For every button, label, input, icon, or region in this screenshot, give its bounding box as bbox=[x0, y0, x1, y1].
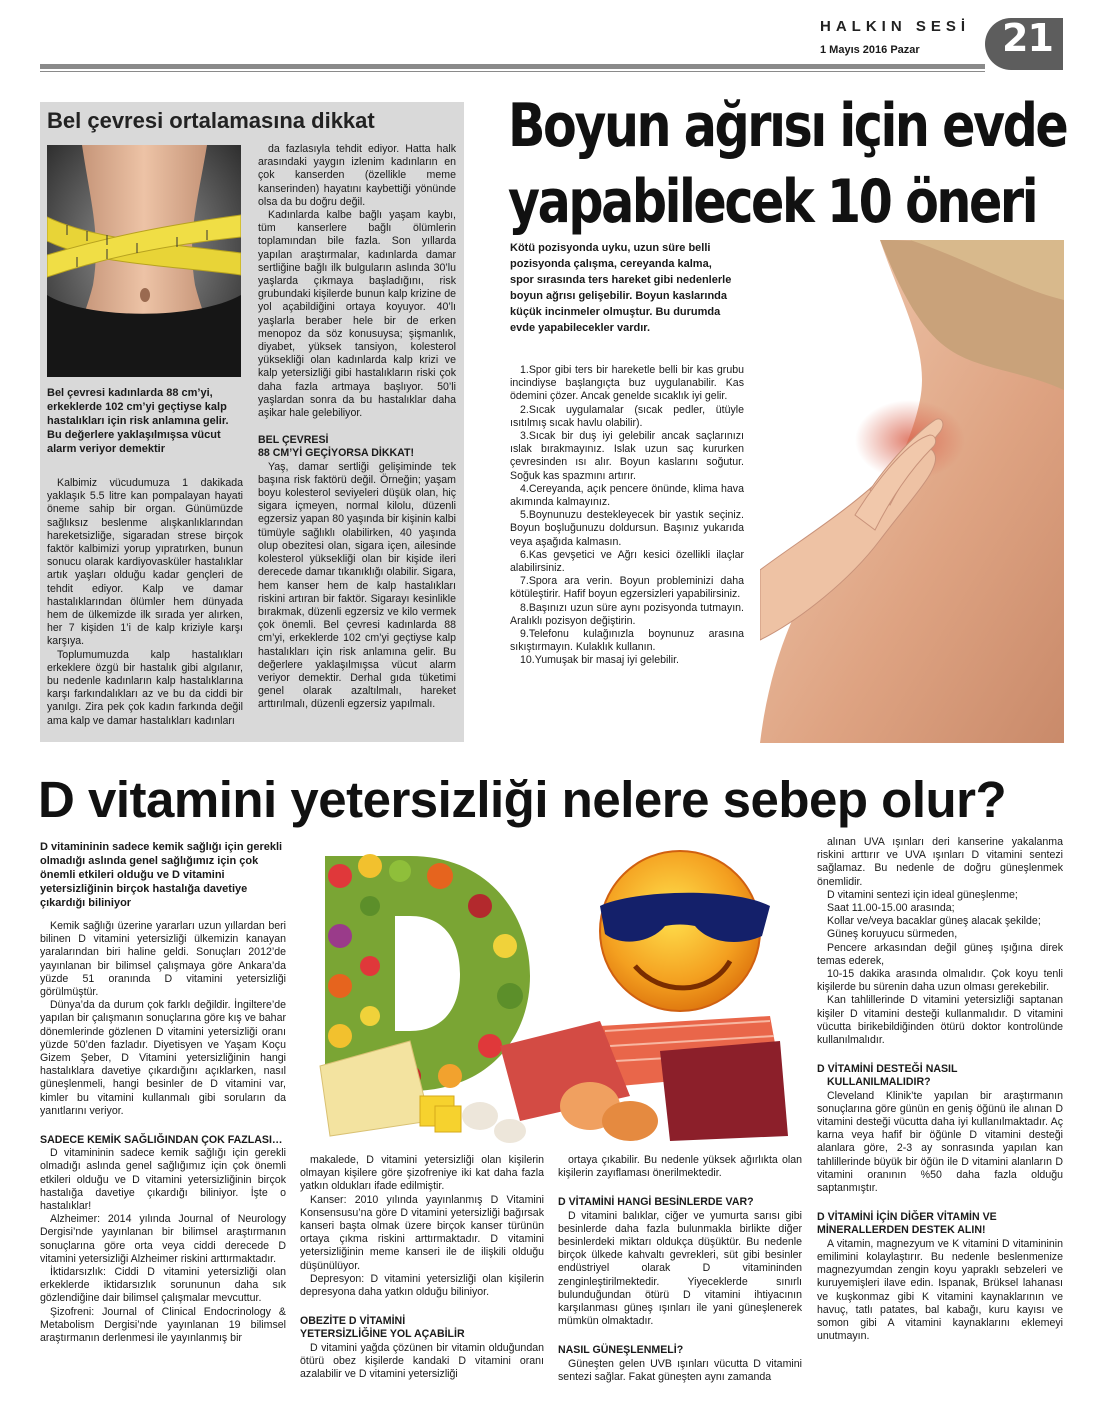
boyun-article-title bbox=[508, 88, 1067, 240]
boyun-title-line2: yapabilecek 10 öneri bbox=[508, 167, 1037, 237]
paragraph: ortaya çıkabilir. Bu nedenle yüksek ağırlıkta olan kişilerin zayıflaması önerilmektedir. bbox=[558, 1154, 802, 1180]
boyun-article-list bbox=[510, 364, 744, 668]
paragraph: D vitamininin sadece kemik sağlığı için gerekli olmadığı aslında genel sağlığımız için çok önemli etkileri olduğu ve D vitamini yetersizliğinin birçok hastalığa davetiye çıkardığı biliniyor. İşte o hastalıklar! bbox=[40, 1147, 286, 1213]
bel-subhead-line2: 88 CM’Yİ GEÇİYORSA DİKKAT! bbox=[258, 447, 414, 460]
list-item: 9.Telefonu kulağınızla boynunuz arasına sıkıştırmayın. Kulaklık kullanın. bbox=[510, 628, 744, 654]
header-rule bbox=[40, 64, 985, 69]
dvit-article-title: D vitamini yetersizliği nelere sebep olur? bbox=[38, 771, 1007, 828]
dvit-col4 bbox=[817, 836, 1063, 1343]
list-item: 8.Başınızı uzun süre aynı pozisyonda tutmayın. Aralıklı pozisyon değiştirin. bbox=[510, 601, 744, 627]
vitamin-d-foods-sun-illustration bbox=[300, 836, 792, 1146]
bel-subhead-line1: BEL ÇEVRESİ bbox=[258, 434, 329, 447]
paragraph: Depresyon: D vitamini yetersizliği olan kişilerin depresyona daha yatkın olduğu biliniyor. bbox=[300, 1272, 544, 1299]
list-item: 4.Cereyanda, açık pencere önünde, klima hava akımında kalmayınız. bbox=[510, 482, 744, 509]
paragraph: Alzheimer: 2014 yılında Journal of Neurology Dergisi’nde yayınlanan bir bilimsel araştırmanın sonuçlarına göre orta veya ciddi derecede D vitamini yetersizliği Alzheimer riskini arttırmaktadır. bbox=[40, 1213, 286, 1265]
paragraph: Cleveland Klinik’te yapılan bir araştırmanın sonuçlarına göre günün en geniş öğünü ile alınan D vitamini desteği vücutta daha iyi kullanılmaktadır. Aç karna veya hafif bir öğünle D vitamini desteği alanlara göre, 2-3 ay sonrasında yapılan kan tahlillerinde büyük bir öğün ile D vitamini alanların D vitamini oranının %50 daha fazla olduğu saptanmıştır. bbox=[817, 1089, 1063, 1195]
paragraph: Dünya’da da durum çok farklı değildir. İngiltere’de yapılan bir çalışmanın sonuçlarına göre kış ve bahar dönemlerinde gözlenen D vitamini yetersizliği oranı yüzde 50’den fazladır. Diyetisyen ve Yaşam Koçu Gizem Şeber, D Vitamini yetersizliğinin hangi hastalıklara davetiye çıkardığını açıklarken, nasıl güneşlenmeli, hangi besinler de D vitamini var, kimler bu vitamini kullanmalı gibi soruların da yanıtlarını veriyor. bbox=[40, 999, 286, 1117]
list-item: 1.Spor gibi ters bir hareketle belli bir kas grubu incindiyse başlangıçta buz uygulanabilir. Kas ödemini çözer. Ancak genelde sıcaklık iyi gelir. bbox=[510, 364, 744, 403]
paragraph: D vitamini balıklar, ciğer ve yumurta sarısı gibi besinlerde daha fazla bulunmakla birlikte diğer besinlerdeki miktarı oldukça düşüktür. Bu nedenle birçok ülkede kahvaltı gevrekleri, süt gibi besinler endüstriyel olarak D vitamininden zenginleştirilmektedir. Yiyeceklerde sınırlı bulunduğundan ötürü D vitamini ihtiyacının karşılanması güneş ışınları ile yani güneşlenerek mümkün olmaktadır. bbox=[558, 1209, 802, 1328]
list-item: 6.Kas gevşetici ve Ağrı kesici özellikli ilaçlar alabilirsiniz. bbox=[510, 548, 744, 575]
dvit-col1 bbox=[40, 920, 286, 1345]
paragraph: Güneş koruyucu sürmeden, bbox=[827, 928, 958, 941]
paragraph: Pencere arkasından değil güneş ışığına direk temas ederek, bbox=[817, 941, 1063, 967]
dvit-subhead-2-line1: OBEZİTE D VİTAMİNİ bbox=[300, 1315, 406, 1328]
paragraph: 10-15 dakika arasında olmalıdır. Çok koyu tenli kişilerde bu sürenin daha uzun olması gerekebilir. bbox=[817, 968, 1063, 994]
paragraph: D vitamini sentezi için ideal güneşlenme; bbox=[827, 888, 1018, 901]
tape-measure-waist-photo bbox=[47, 145, 241, 377]
list-item: 2.Sıcak uygulamalar (sıcak pedler, ütüyle ısıtılmış sıcak havlu olabilir). bbox=[510, 403, 744, 429]
dvit-article-lead: D vitamininin sadece kemik sağlığı için gerekli olmadığı aslında genel sağlığımız için çok önemli etkileri olduğu ve D vitamini yetersizliğinin birçok hastalığa davetiye çıkardığı biliniyor bbox=[40, 841, 283, 909]
paragraph: Kan tahlillerinde D vitamini yetersizliği saptanan kişiler D vitamini desteği kullanmalıdır. D vitamini vücutta birikebildiğinden ötürü doktor kontrolünde kullanılmalıdır. bbox=[817, 994, 1063, 1047]
paragraph: Kalbimiz vücudumuza 1 dakikada yaklaşık 5.5 litre kan pompalayan hayati öneme sahip bir organ. Günümüzde sağlıksız beslenme alışkanlıklarından hareketsizliğe, sigaradan strese birçok faktör kalbimizi yorup yıpratırken, bunun sonucu olarak kardiyovasküler hastalıklar artık yaşları olduğu kadar gençleri de tehdit ediyor. Kalp ve damar hastalıklarından ölümler hem dünyada hem de ülkemizde ilk sırada yer alırken, her 7 kişiden 1’i de kalp kriziyle karşı karşıya. bbox=[47, 477, 243, 648]
list-item: 3.Sıcak bir duş iyi gelebilir ancak saçlarınızı ıslak bırakmayınız. Islak uzun saç kururken çevresinden ısı alır. Boyun kaslarını soğutur. Soğuk kas spazmını artırır. bbox=[510, 430, 744, 482]
masthead: HALKIN SESİ bbox=[820, 18, 971, 35]
list-item: 10.Yumuşak bir masaj iyi gelebilir. bbox=[520, 654, 679, 667]
bel-article-col1 bbox=[47, 477, 243, 728]
dvit-col2 bbox=[300, 1154, 544, 1381]
dvit-col3 bbox=[558, 1154, 802, 1384]
dvit-subhead-4: NASIL GÜNEŞLENMELİ? bbox=[558, 1344, 684, 1357]
dvit-subhead-2-line2: YETERSİZLİĞİNE YOL AÇABİLİR bbox=[300, 1328, 465, 1341]
header-rule-thin bbox=[40, 71, 985, 72]
paragraph: makalede, D vitamini yetersizliği olan kişilerin olmayan kişilere göre şizofreniye iki kat daha fazla yatkın oldukları ifade edilmiştir. bbox=[300, 1154, 544, 1193]
paragraph: Kemik sağlığı üzerine yararları uzun yıllardan beri bilinen D vitamini yetersizliği ülkemizin kanayan yaralarından biri haline geldi. Sonuçları 2012’de yayınlanan bir bilimsel çalışmaya göre Ankara’da yüzde 51 oranında D vitamini yetersizliği görülmüştür. bbox=[40, 920, 286, 999]
paragraph: Toplumumuzda kalp hastalıkları erkeklere özgü bir hastalık gibi algılanır, bu nedenle kadınların kalp hastalıklarına karşı farkındalıkları az ve bu da ciddi bir yanılgı. Zira pek çok kadın farkında değil ama kalp ve damar hastalıkları kadınları bbox=[47, 648, 243, 727]
paragraph: Kadınlarda kalbe bağlı yaşam kaybı, tüm kanserlere bağlı ölümlerin toplamından bile fazla. Son yıllarda yapılan araştırmalar, kadınlarda damar sertliğine bağlı ilk bulguların aslında 30’lu yaşlarda çıkmaya başladığını, risk grubundaki kişilerde bunun kalp krizine de yol açabildiğini ortaya koyuyor. 40’lı yaşlarla beraber hele bir de erken menopoz da söz konusuysa; şişmanlık, diyabet, yüksek tansiyon, kolesterol yüksekliği olan kadınlarda kalp krizi ve kalp yetersizliği gibi hastalıkların riski çok daha fazla artmaya başlıyor. 50’li yaşlardan sonra da bu hastalıklar daha aşikar hale gelebiliyor. bbox=[258, 209, 456, 420]
paragraph: Şizofreni: Journal of Clinical Endocrinology & Metabolism Dergisi’nde yayınlanan 19 bilimsel araştırmanın derlenmesi ile yayınlanmış bir bbox=[40, 1305, 286, 1345]
paragraph: da fazlasıyla tehdit ediyor. Hatta halk arasındaki yaygın izlenim kadınların en çok kanserden (özellikle meme kanserinden) hayatını kaybettiği yönünde olsa da bu doğru değil. bbox=[258, 143, 456, 208]
paragraph: alınan UVA ışınları deri kanserine yakalanma riskini arttırır ve UVA ışınları D vitamini sentezi sağlamaz. Bu nedenle de doğru güneşlenmek önemlidir. bbox=[817, 836, 1063, 888]
paragraph: İktidarsızlık: Ciddi D vitamini yetersizliği olan erkeklerde iktidarsızlık sorununun daha sık gözlendiğine dair bilimsel çalışmalar mevcuttur. bbox=[40, 1266, 286, 1305]
dvit-subhead-3: D VİTAMİNİ HANGİ BESİNLERDE VAR? bbox=[558, 1196, 754, 1209]
paragraph: Kollar ve/veya bacaklar güneş alacak şekilde; bbox=[827, 915, 1041, 928]
dvit-subhead-6-line2: MİNERALLERDEN DESTEK ALIN! bbox=[817, 1224, 986, 1237]
paragraph: Kanser: 2010 yılında yayınlanmış D Vitamini Konsensusu’na göre D vitamini yetersizliği bağırsak kanseri başta olmak üzere birçok kanser türünün ortaya çıkma riskini arttırmaktadır. D vitamini yetersizliğinin meme kanseri ile de ilişkili olduğu düşünülüyor. bbox=[300, 1193, 544, 1272]
issue-date: 1 Mayıs 2016 Pazar bbox=[820, 44, 920, 56]
paragraph: Güneşten gelen UVB ışınları vücutta D vitamini sentezi sağlar. Fakat güneşten aynı zamanda bbox=[558, 1357, 802, 1383]
neck-pain-photo bbox=[760, 240, 1064, 743]
paragraph: D vitamini yağda çözünen bir vitamin olduğundan ötürü obez kişilerde kandaki D vitamini oranı azalabilir ve D vitamini yetersizliği bbox=[300, 1341, 544, 1381]
list-item: 7.Spora ara verin. Boyun probleminizi daha kötüleştirir. Hafif boyun egzersizleri yapabilirsiniz. bbox=[510, 575, 744, 601]
dvit-subhead-1: SADECE KEMİK SAĞLIĞINDAN ÇOK FAZLASI… bbox=[40, 1134, 283, 1147]
boyun-title-line1: Boyun ağrısı için evde bbox=[508, 91, 1067, 161]
page-number: 21 bbox=[1002, 16, 1053, 60]
dvit-subhead-5-line1: D VİTAMİNİ DESTEĞİ NASIL bbox=[817, 1063, 958, 1076]
bel-article-title: Bel çevresi ortalamasına dikkat bbox=[47, 108, 375, 133]
paragraph: Yaş, damar sertliği gelişiminde tek başına risk faktörü değil. Örneğin; yaşam boyu kolesterol seviyeleri düşük olan, hiç sigara içmeyen, normal kilolu, düzenli egzersiz yapan 80 yaşında bir kişinin kalbi tümüyle sağlıklı olabilirken, 40 yaşında olup obezitesi olan, sigara içen, ailesinde kolesterol yüksekliği olan bir kişide ileri derecede damar tıkanıklığı olabilir. Sigara, hem kanser hem de kalp hastalıkları riskini artıran bir faktör. Sigarayı kesinlikle bırakmak, düzenli egzersiz ve kilo vermek çok önemli. Bel çevresi kadınlarda 88 cm’yi, erkeklerde 102 cm’yi geçtiyse kalp hastalıkları için risk anlamına gelir. Bu değerlere yaklaşılmışsa vücut alarm veriyor demektir. Derhal gıda tüketimi genel olarak azaltılmalı, hareket arttırılmalı, düzenli egzersiz yapılmalı. bbox=[258, 460, 456, 711]
bel-article-lead: Bel çevresi kadınlarda 88 cm’yi, erkeklerde 102 cm’yi geçtiyse kalp hastalıkları için risk anlamına gelir. Bu değerlere yaklaşılmışsa vücut alarm veriyor demektir bbox=[47, 387, 229, 455]
bel-article-col2 bbox=[258, 143, 456, 712]
dvit-subhead-6-line1: D VİTAMİNİ İÇİN DİĞER VİTAMİN VE bbox=[817, 1211, 997, 1224]
dvit-subhead-5-line2: KULLANILMALIDIR? bbox=[827, 1076, 931, 1089]
list-item: 5.Boynunuzu destekleyecek bir yastık seçiniz. Boyun boşluğunuzu doldursun. Başınız yukarıda veya aşağıda kalmasın. bbox=[510, 509, 744, 548]
boyun-article-lead: Kötü pozisyonda uyku, uzun süre belli pozisyonda çalışma, cereyanda kalma, spor sırasında ters hareket gibi nedenlerle boyun ağrısı gelişebilir. Boyun kaslarında küçük incinmeler olmuştur. Bu durumda evde yapabilecekler vardır. bbox=[510, 242, 732, 334]
paragraph: A vitamin, magnezyum ve K vitamini D vitamininin emilimini kolaylaştırır. Bu nedenle beslenmenize magnezyumdan zengin koyu yapraklı sebzeleri ve kuruyemişleri ilave edin. Ispanak, Brüksel lahanası ve kuşkonmaz gibi K vitamini kaynaklarının ve havuç, tatlı patates, bal kabağı, kuru kayısı ve somon gibi A vitamini kaynaklarını eklemeyi unutmayın. bbox=[817, 1237, 1063, 1343]
paragraph: Saat 11.00-15.00 arasında; bbox=[827, 902, 955, 915]
